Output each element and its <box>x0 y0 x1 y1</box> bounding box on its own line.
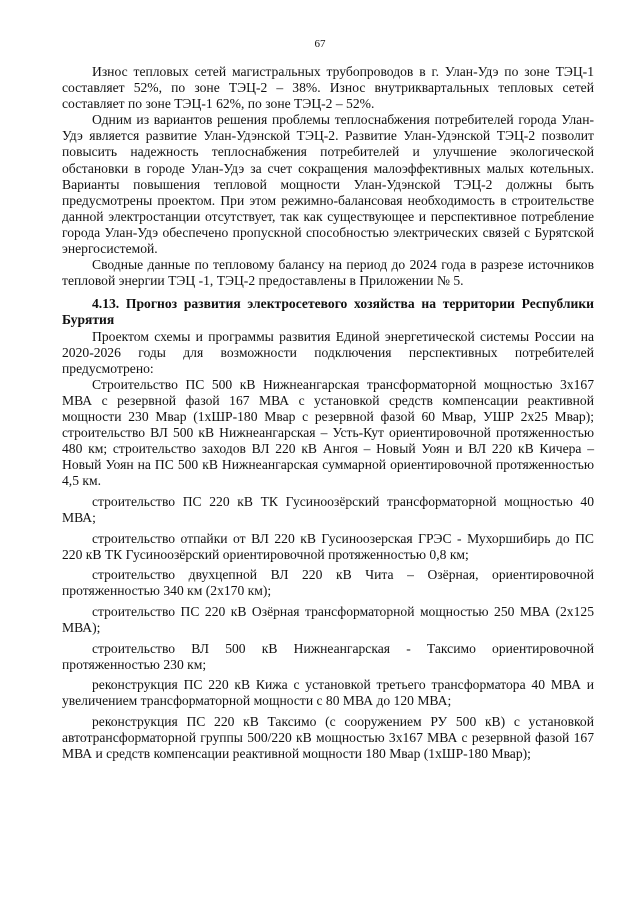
list-item: реконструкция ПС 220 кВ Таксимо (с сооружением РУ 500 кВ) с установкой автотрансформаторной группы 500/220 кВ мощностью 3х167 МВА с резервной фазой 167 МВА и средств компенсации реактивной мощности 180 Мвар (1хШР-180 Мвар); <box>62 714 594 762</box>
document-body <box>62 64 594 767</box>
list-item: Строительство ПС 500 кВ Нижнеангарская трансформаторной мощностью 3х167 МВА с резервной фазой 167 МВА с установкой средств компенсации реактивной мощности 230 Мвар (1хШР-180 Мвар с резервной фазой 60 Мвар, УШР 2х25 Мвар); строительство ВЛ 500 кВ Нижнеангарская – Усть-Кут ориентировочной протяженностью 480 км; строительство заходов ВЛ 220 кВ Ангоя – Новый Уоян и ВЛ 220 кВ Кичера – Новый Уоян на ПС 500 кВ Нижнеангарская суммарной ориентировочной протяженностью 4,5 км. <box>62 376 594 489</box>
list-item: строительство ПС 220 кВ Озёрная трансформаторной мощностью 250 МВА (2х125 МВА); <box>62 604 594 636</box>
paragraph-wear: Износ тепловых сетей магистральных трубопроводов в г. Улан-Удэ по зоне ТЭЦ-1 составляет 52%, по зоне ТЭЦ-2 – 38%. Износ внутриквартальных тепловых сетей составляет по зоне ТЭЦ-1 62%, по зоне ТЭЦ-2 – 52%. <box>62 64 594 112</box>
paragraph-heat-balance: Сводные данные по тепловому балансу на период до 2024 года в разрезе источников тепловой энергии ТЭЦ -1, ТЭЦ-2 предоставлены в Приложении № 5. <box>62 257 594 289</box>
list-item: строительство ПС 220 кВ ТК Гусиноозёрский трансформаторной мощностью 40 МВА; <box>62 493 594 526</box>
list-item: строительство отпайки от ВЛ 220 кВ Гусиноозерская ГРЭС - Мухоршибирь до ПС 220 кВ ТК Гусиноозёрский ориентировочной протяженностью 0,8 км; <box>62 530 594 562</box>
page-number: 67 <box>314 38 326 50</box>
paragraph-chp2-development: Одним из вариантов решения проблемы теплоснабжения потребителей города Улан-Удэ является развитие Улан-Удэнской ТЭЦ-2. Развитие Улан-Удэнской ТЭЦ-2 позволит повысить надежность теплоснабжения потребителей и улучшение экологической обстановки в городе Улан-Удэ за счет сокращения малоэффективных малых котельных. Варианты повышения тепловой мощности Улан-Удэнской ТЭЦ-2 должны быть предусмотрены проектом. При этом режимно-балансовая необходимость в строительстве данной электростанции отсутствует, так как существующее и перспективное потребление города Улан-Удэ обеспечено пропускной способностью электрических связей с Бурятской энергосистемой. <box>62 112 594 257</box>
list-item: строительство ВЛ 500 кВ Нижнеангарская - Таксимо ориентировочной протяженностью 230 км; <box>62 640 594 672</box>
list-item: строительство двухцепной ВЛ 220 кВ Чита – Озёрная, ориентировочной протяженностью 340 км (2х170 км); <box>62 567 594 599</box>
paragraph-intro: Проектом схемы и программы развития Единой энергетической системы России на 2020-2026 годы для возможности подключения перспективных потребителей предусмотрено: <box>62 328 594 376</box>
list-item: реконструкция ПС 220 кВ Кижа с установкой третьего трансформатора 40 МВА и увеличением трансформаторной мощности с 80 МВА до 120 МВА; <box>62 677 594 709</box>
section-heading: 4.13. Прогноз развития электросетевого хозяйства на территории Республики Бурятия <box>62 296 594 328</box>
